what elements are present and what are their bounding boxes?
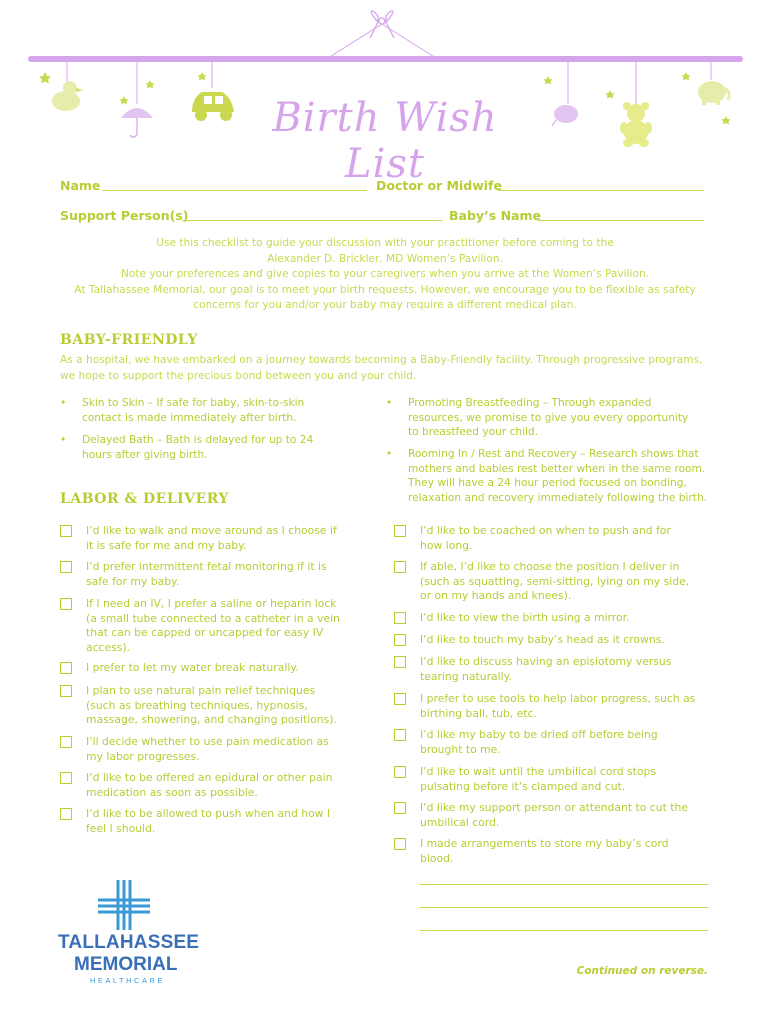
checklist-item[interactable]: I made arrangements to store my baby’s cord blood. (420, 837, 668, 866)
tmh-cross-logo-icon (96, 878, 152, 932)
car-icon (192, 92, 234, 121)
labor-delivery-heading: LABOR & DELIVERY (60, 491, 229, 507)
name-field[interactable] (102, 190, 367, 191)
baby-friendly-description (60, 352, 710, 384)
checkbox[interactable] (394, 838, 406, 850)
intro-line: concerns for you and/or your baby may require a different medical plan. (193, 299, 577, 311)
balloon-icon (552, 105, 578, 126)
baby-name-label: Baby’s Name (449, 208, 541, 223)
checklist-item[interactable]: I’d like to view the birth using a mirror. (420, 611, 629, 626)
logo-tagline: HEALTHCARE (90, 976, 165, 985)
duck-icon (52, 81, 83, 111)
write-in-line[interactable] (420, 884, 708, 885)
checklist-item[interactable]: If I need an IV, I prefer a saline or heparin lock (a small tube connected to a catheter in a vein that can be capped or uncapped for easy IV access). (86, 597, 340, 655)
continued-note: Continued on reverse. (576, 965, 708, 977)
checkbox[interactable] (394, 729, 406, 741)
doctor-label: Doctor or Midwife (376, 178, 502, 193)
elephant-icon (698, 81, 729, 105)
logo-wordmark: TALLAHASSEE (58, 932, 200, 953)
page-title: Birth Wish List (272, 95, 498, 187)
checklist-item[interactable]: I’d like my support person or attendant to cut the umbilical cord. (420, 801, 688, 830)
checklist-item[interactable]: I’d like to be allowed to push when and how I feel I should. (86, 807, 330, 836)
desc-line: we hope to support the precious bond between you and your child. (60, 370, 417, 382)
checklist-item[interactable]: If able, I’d like to choose the position I deliver in (such as squatting, semi-sitting, lying on my side, or on my hands and knees). (420, 560, 689, 604)
bullet-item: • Rooming In / Rest and Recovery – Research shows that mothers and babies rest better when in the same room. They will have a 24 hour period focused on bonding, relaxation and recovery immediately following the birth. (386, 448, 708, 504)
checkbox[interactable] (60, 561, 72, 573)
support-label: Support Person(s) (60, 208, 189, 223)
checklist-item[interactable]: I’d like to be coached on when to push and for how long. (420, 524, 671, 553)
checklist-item[interactable]: I’d prefer intermittent fetal monitoring if it is safe for my baby. (86, 560, 327, 589)
checkbox[interactable] (60, 662, 72, 674)
umbrella-icon (121, 108, 153, 137)
intro-line: At Tallahassee Memorial, our goal is to meet your birth requests. However, we encourage you to be flexible as safety (74, 283, 696, 296)
write-in-line[interactable] (420, 930, 708, 931)
baby-name-field[interactable] (538, 220, 704, 221)
mobile-bar (28, 56, 743, 62)
bullet-item: • Delayed Bath – Bath is delayed for up to 24 hours after giving birth. (60, 434, 314, 461)
name-label: Name (60, 178, 101, 193)
bullet-item: • Skin to Skin – If safe for baby, skin-to-skin contact is made immediately after birth. (60, 397, 305, 424)
checklist-item[interactable]: I’d like to be offered an epidural or other pain medication as soon as possible. (86, 771, 332, 800)
support-person-field[interactable] (182, 220, 442, 221)
checklist-item[interactable]: I’d like to wait until the umbilical cord stops pulsating before it’s clamped and cut. (420, 765, 656, 794)
doctor-field[interactable] (498, 190, 704, 191)
intro-line: Note your preferences and give copies to your caregivers when you arrive at the Women’s Pavilion. (120, 268, 650, 280)
checkbox[interactable] (394, 612, 406, 624)
checklist-item[interactable]: I plan to use natural pain relief techniques (such as breathing techniques, hypnosis, massage, showering, and changing positions). (86, 684, 337, 728)
checkbox[interactable] (394, 525, 406, 537)
bullet-item: • Promoting Breastfeeding – Through expanded resources, we promise to give you every opportunity to breastfeed your child. (386, 397, 689, 438)
teddy-bear-icon (620, 102, 652, 147)
checklist-item[interactable]: I prefer to let my water break naturally. (86, 661, 299, 676)
checkbox[interactable] (394, 693, 406, 705)
checklist-item[interactable]: I’d like my baby to be dried off before being brought to me. (420, 728, 658, 757)
checkbox[interactable] (60, 525, 72, 537)
checklist-item[interactable]: I’d like to touch my baby’s head as it crowns. (420, 633, 665, 648)
logo-wordmark: MEMORIAL (74, 954, 178, 975)
checklist-item[interactable]: I’ll decide whether to use pain medication as my labor progresses. (86, 735, 329, 764)
desc-line: As a hospital, we have embarked on a journey towards becoming a Baby-Friendly facility. Through progressive programs, (60, 354, 703, 366)
baby-friendly-heading: BABY-FRIENDLY (60, 332, 198, 348)
checkbox[interactable] (60, 772, 72, 784)
intro-line: Use this checklist to guide your discussion with your practitioner before coming to the (156, 237, 614, 249)
checkbox[interactable] (394, 634, 406, 646)
checkbox[interactable] (60, 598, 72, 610)
intro-line: Alexander D. Brickler, MD Women’s Pavilion. (267, 252, 503, 265)
checklist-item[interactable]: I’d like to walk and move around as I choose if it is safe for me and my baby. (86, 524, 337, 553)
checklist-item[interactable]: I prefer to use tools to help labor progress, such as birthing ball, tub, etc. (420, 692, 695, 721)
write-in-line[interactable] (420, 907, 708, 908)
checkbox[interactable] (60, 736, 72, 748)
checkbox[interactable] (60, 685, 72, 697)
checkbox[interactable] (394, 802, 406, 814)
checklist-item[interactable]: I’d like to discuss having an episiotomy versus tearing naturally. (420, 655, 671, 684)
checkbox[interactable] (394, 766, 406, 778)
intro-text (60, 236, 710, 314)
checkbox[interactable] (394, 561, 406, 573)
checkbox[interactable] (60, 808, 72, 820)
checkbox[interactable] (394, 656, 406, 668)
